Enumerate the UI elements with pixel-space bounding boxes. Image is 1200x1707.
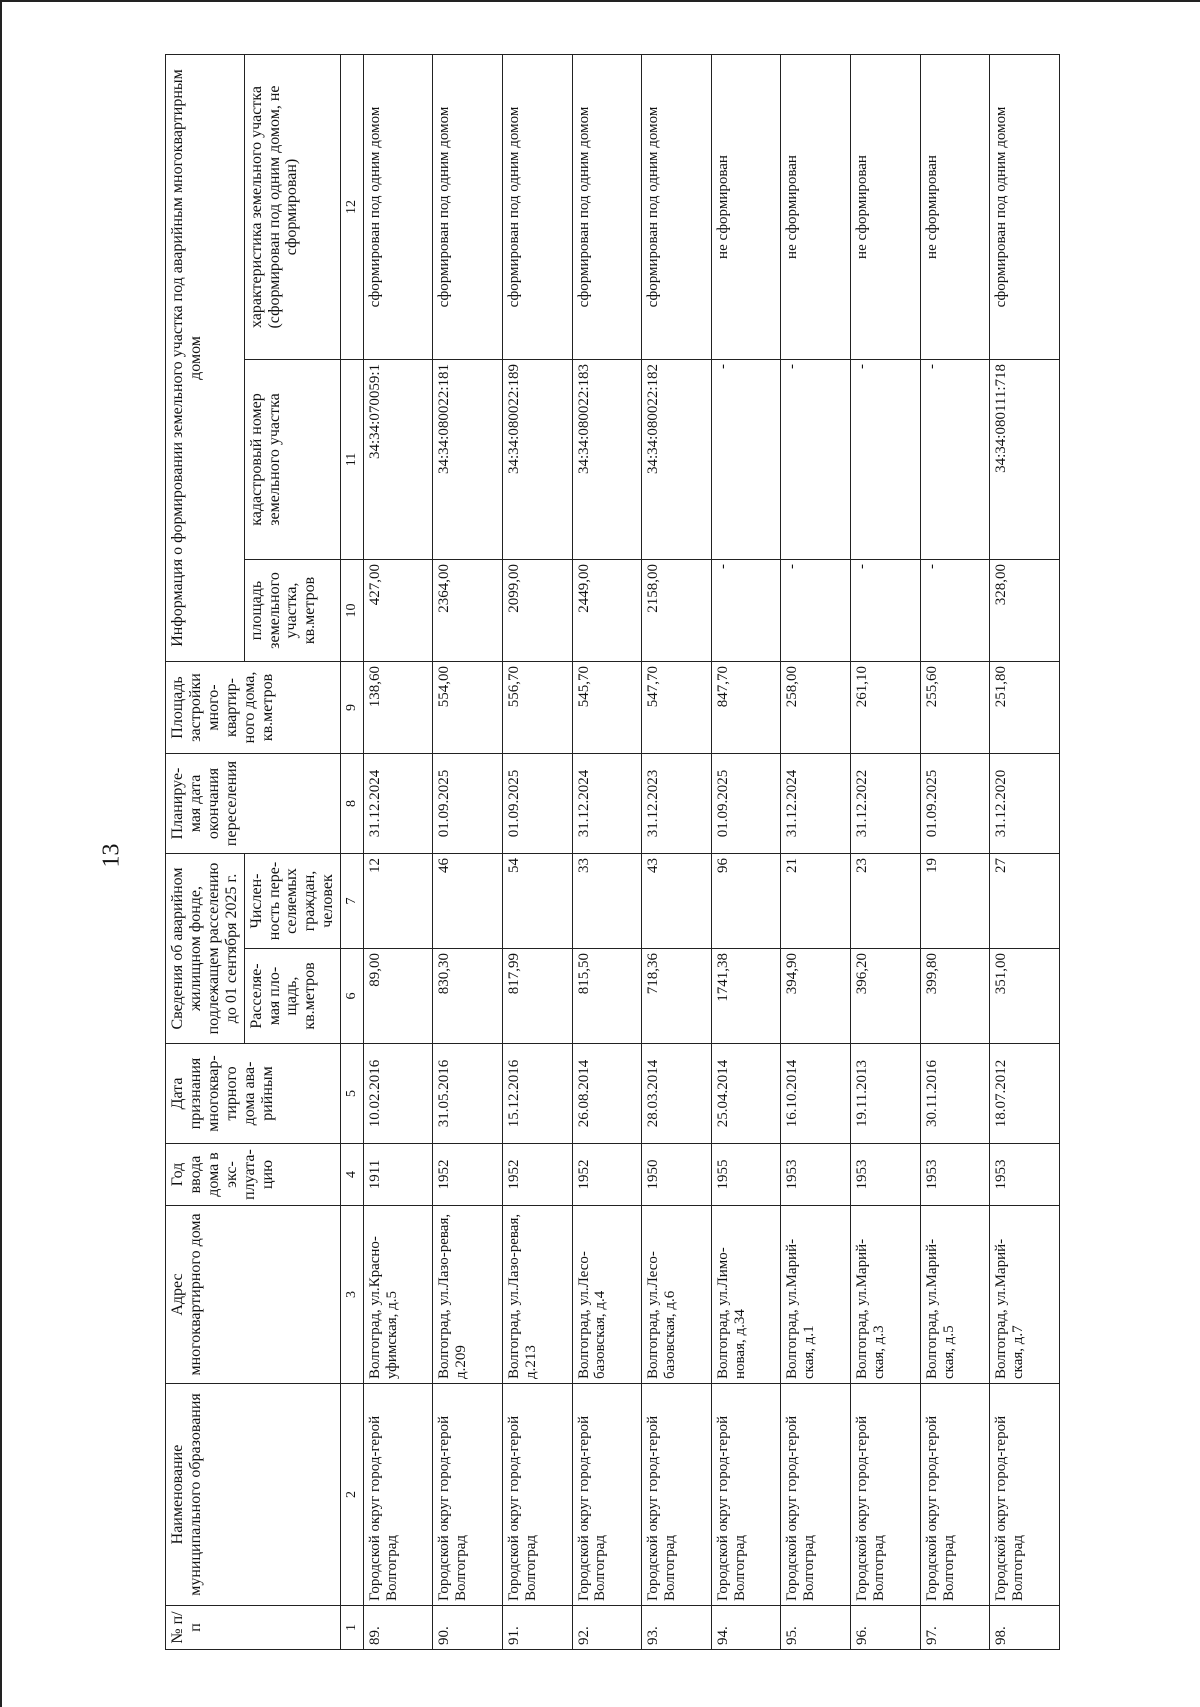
row-municipality: Городской округ город-герой Волгоград	[642, 1384, 712, 1606]
header-land-area: площадь земельного участка, кв.метров	[244, 560, 341, 662]
row-municipality: Городской округ город-герой Волгоград	[433, 1384, 503, 1606]
row-land-characteristic: не сформирован	[781, 55, 851, 360]
col-number: 3	[341, 1206, 364, 1384]
row-planned-date: 01.09.2025	[920, 754, 990, 854]
row-municipality: Городской округ город-герой Волгоград	[781, 1384, 851, 1606]
row-land-area: 328,00	[990, 560, 1060, 662]
row-emergency-date: 18.07.2012	[990, 1044, 1060, 1144]
row-emergency-date: 15.12.2016	[503, 1044, 573, 1144]
row-cadastral-number: 34:34:070059:1	[363, 360, 433, 560]
table-row	[572, 55, 642, 1650]
row-building-area: 261,10	[851, 662, 921, 754]
row-planned-date: 01.09.2025	[433, 754, 503, 854]
col-number: 8	[341, 754, 364, 854]
row-municipality: Городской округ город-герой Волгоград	[920, 1384, 990, 1606]
col-number: 5	[341, 1044, 364, 1144]
row-land-characteristic: сформирован под одним домом	[433, 55, 503, 360]
page-top-border	[0, 0, 1200, 2]
row-land-characteristic: сформирован под одним домом	[503, 55, 573, 360]
row-resettled-people: 33	[572, 854, 642, 949]
row-land-characteristic: сформирован под одним домом	[990, 55, 1060, 360]
row-land-characteristic: сформирован под одним домом	[642, 55, 712, 360]
table-row	[711, 55, 781, 1650]
row-resettled-people: 27	[990, 854, 1060, 949]
row-building-area: 255,60	[920, 662, 990, 754]
row-resettled-area: 1741,38	[711, 949, 781, 1044]
page-left-border	[0, 0, 2, 1707]
row-emergency-date: 10.02.2016	[363, 1044, 433, 1144]
row-resettled-people: 23	[851, 854, 921, 949]
table-row	[781, 55, 851, 1650]
col-number: 6	[341, 949, 364, 1044]
row-resettled-area: 830,30	[433, 949, 503, 1044]
row-land-characteristic: не сформирован	[851, 55, 921, 360]
row-planned-date: 31.12.2022	[851, 754, 921, 854]
row-cadastral-number: -	[920, 360, 990, 560]
col-number: 7	[341, 854, 364, 949]
table-row	[990, 55, 1060, 1650]
row-building-area: 556,70	[503, 662, 573, 754]
row-resettled-people: 96	[711, 854, 781, 949]
row-building-area: 251,80	[990, 662, 1060, 754]
table-row	[920, 55, 990, 1650]
row-building-area: 554,00	[433, 662, 503, 754]
row-land-characteristic: сформирован под одним домом	[363, 55, 433, 360]
header-building-area: Площадь застройки много-квартир-ного дома, кв.метров	[166, 662, 341, 754]
row-index: 96.	[851, 1606, 921, 1650]
row-index: 98.	[990, 1606, 1060, 1650]
col-number: 10	[341, 560, 364, 662]
row-land-area: -	[851, 560, 921, 662]
row-planned-date: 01.09.2025	[711, 754, 781, 854]
row-emergency-date: 28.03.2014	[642, 1044, 712, 1144]
row-index: 91.	[503, 1606, 573, 1650]
row-resettled-area: 396,20	[851, 949, 921, 1044]
row-index: 97.	[920, 1606, 990, 1650]
row-emergency-date: 16.10.2014	[781, 1044, 851, 1144]
row-cadastral-number: 34:34:080022:181	[433, 360, 503, 560]
table-row	[642, 55, 712, 1650]
header-municipality: Наименование муниципального образования	[166, 1384, 341, 1606]
header-year: Год ввода дома в экс-плуата-цию	[166, 1144, 341, 1206]
row-cadastral-number: 34:34:080022:183	[572, 360, 642, 560]
col-number: 12	[341, 55, 364, 360]
table-row	[503, 55, 573, 1650]
row-year: 1953	[851, 1144, 921, 1206]
row-year: 1952	[572, 1144, 642, 1206]
row-resettled-people: 21	[781, 854, 851, 949]
row-address: Волгоград, ул.Марий-ская, д.5	[920, 1206, 990, 1384]
row-municipality: Городской округ город-герой Волгоград	[363, 1384, 433, 1606]
header-row-1	[166, 55, 245, 1650]
row-resettled-area: 718,36	[642, 949, 712, 1044]
row-address: Волгоград, ул.Красно-уфимская, д.5	[363, 1206, 433, 1384]
row-resettled-area: 815,50	[572, 949, 642, 1044]
emergency-housing-table	[165, 54, 1060, 1650]
row-index: 89.	[363, 1606, 433, 1650]
header-resettled-people: Числен-ность пере-селяемых граждан, человек	[244, 854, 341, 949]
row-land-area: -	[781, 560, 851, 662]
row-year: 1911	[363, 1144, 433, 1206]
row-municipality: Городской округ город-герой Волгоград	[503, 1384, 573, 1606]
header-land-group: Информация о формировании земельного участка под аварийным многоквартирным домом	[166, 55, 245, 662]
row-address: Волгоград, ул.Лимо-новая, д.34	[711, 1206, 781, 1384]
row-year: 1953	[990, 1144, 1060, 1206]
col-number: 2	[341, 1384, 364, 1606]
row-land-area: 2158,00	[642, 560, 712, 662]
row-land-area: -	[711, 560, 781, 662]
row-planned-date: 31.12.2024	[781, 754, 851, 854]
row-building-area: 138,60	[363, 662, 433, 754]
header-index: № п/п	[166, 1606, 341, 1650]
row-building-area: 258,00	[781, 662, 851, 754]
header-cadastral-number: кадастровый номер земельного участка	[244, 360, 341, 560]
table-row	[433, 55, 503, 1650]
row-resettled-people: 54	[503, 854, 573, 949]
row-emergency-date: 31.05.2016	[433, 1044, 503, 1144]
row-year: 1953	[920, 1144, 990, 1206]
row-land-characteristic: не сформирован	[711, 55, 781, 360]
row-land-characteristic: сформирован под одним домом	[572, 55, 642, 360]
row-land-area: 2364,00	[433, 560, 503, 662]
row-address: Волгоград, ул.Лазо-ревая, д.213	[503, 1206, 573, 1384]
row-cadastral-number: -	[851, 360, 921, 560]
page-number: 13	[98, 843, 125, 868]
row-resettled-people: 46	[433, 854, 503, 949]
row-resettled-area: 351,00	[990, 949, 1060, 1044]
header-planned-date: Планируе-мая дата окончания переселения	[166, 754, 341, 854]
row-year: 1950	[642, 1144, 712, 1206]
row-cadastral-number: -	[711, 360, 781, 560]
row-planned-date: 01.09.2025	[503, 754, 573, 854]
col-number: 4	[341, 1144, 364, 1206]
header-emergency-date: Дата признания многоквар-тирного дома ава-рийным	[166, 1044, 341, 1144]
col-number: 1	[341, 1606, 364, 1650]
row-municipality: Городской округ город-герой Волгоград	[990, 1384, 1060, 1606]
row-land-area: -	[920, 560, 990, 662]
rotated-table-container	[165, 55, 1060, 1650]
row-year: 1952	[503, 1144, 573, 1206]
row-land-area: 427,00	[363, 560, 433, 662]
row-address: Волгоград, ул.Лесо-базовская, д.6	[642, 1206, 712, 1384]
row-cadastral-number: 34:34:080022:189	[503, 360, 573, 560]
row-index: 95.	[781, 1606, 851, 1650]
row-resettled-area: 399,80	[920, 949, 990, 1044]
col-number: 11	[341, 360, 364, 560]
row-address: Волгоград, ул.Лесо-базовская, д.4	[572, 1206, 642, 1384]
row-index: 93.	[642, 1606, 712, 1650]
row-building-area: 547,70	[642, 662, 712, 754]
row-cadastral-number: 34:34:080111:718	[990, 360, 1060, 560]
row-index: 94.	[711, 1606, 781, 1650]
row-municipality: Городской округ город-герой Волгоград	[851, 1384, 921, 1606]
row-resettled-area: 89,00	[363, 949, 433, 1044]
row-municipality: Городской округ город-герой Волгоград	[711, 1384, 781, 1606]
row-resettled-people: 43	[642, 854, 712, 949]
row-planned-date: 31.12.2024	[572, 754, 642, 854]
row-land-area: 2449,00	[572, 560, 642, 662]
row-emergency-date: 19.11.2013	[851, 1044, 921, 1144]
row-address: Волгоград, ул.Марий-ская, д.7	[990, 1206, 1060, 1384]
table-row	[851, 55, 921, 1650]
row-building-area: 847,70	[711, 662, 781, 754]
header-address: Адрес многоквартирного дома	[166, 1206, 341, 1384]
table-body	[363, 55, 1059, 1650]
row-emergency-date: 26.08.2014	[572, 1044, 642, 1144]
row-index: 92.	[572, 1606, 642, 1650]
row-year: 1953	[781, 1144, 851, 1206]
header-resettlement-group: Сведения об аварийном жилищном фонде, подлежащем расселению до 01 сентября 2025 г.	[166, 854, 245, 1044]
row-emergency-date: 25.04.2014	[711, 1044, 781, 1144]
row-resettled-people: 19	[920, 854, 990, 949]
header-resettled-area: Расселяе-мая пло-щадь, кв.метров	[244, 949, 341, 1044]
column-number-row	[341, 55, 364, 1650]
table-row	[363, 55, 433, 1650]
row-land-area: 2099,00	[503, 560, 573, 662]
row-emergency-date: 30.11.2016	[920, 1044, 990, 1144]
row-index: 90.	[433, 1606, 503, 1650]
row-resettled-area: 817,99	[503, 949, 573, 1044]
row-building-area: 545,70	[572, 662, 642, 754]
row-planned-date: 31.12.2024	[363, 754, 433, 854]
header-land-characteristic: характеристика земельного участка (сформирован под одним домом, не сформирован)	[244, 55, 341, 360]
row-planned-date: 31.12.2020	[990, 754, 1060, 854]
col-number: 9	[341, 662, 364, 754]
row-municipality: Городской округ город-герой Волгоград	[572, 1384, 642, 1606]
row-resettled-area: 394,90	[781, 949, 851, 1044]
row-planned-date: 31.12.2023	[642, 754, 712, 854]
row-address: Волгоград, ул.Лазо-ревая, д.209	[433, 1206, 503, 1384]
row-resettled-people: 12	[363, 854, 433, 949]
row-address: Волгоград, ул.Марий-ская, д.3	[851, 1206, 921, 1384]
row-cadastral-number: 34:34:080022:182	[642, 360, 712, 560]
row-year: 1952	[433, 1144, 503, 1206]
row-year: 1955	[711, 1144, 781, 1206]
row-cadastral-number: -	[781, 360, 851, 560]
row-land-characteristic: не сформирован	[920, 55, 990, 360]
row-address: Волгоград, ул.Марий-ская, д.1	[781, 1206, 851, 1384]
